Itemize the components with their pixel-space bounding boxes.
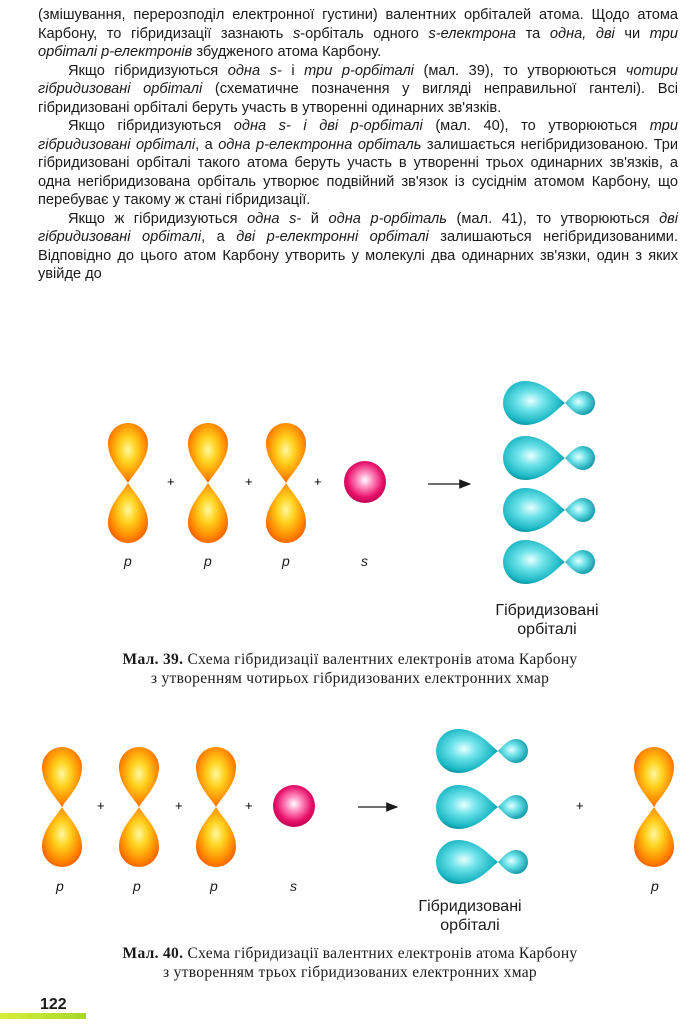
caption-line2: з утворенням чотирьох гібридизованих електронних хмар xyxy=(150,670,550,687)
text-run: (схематичне позначення у вигляді неправильної гантелі). Всі гібридизовані орбіталі беруть участь в утворенні одинарних зв'язків. xyxy=(38,81,678,116)
plus-sign: + xyxy=(175,798,183,813)
hybrid-orbital-1 xyxy=(436,729,528,773)
orbital-label: р xyxy=(204,553,212,569)
hybrid-orbital-3 xyxy=(436,840,528,884)
hybrid-label-line1: Гібридизовані xyxy=(418,898,522,915)
p-orbital-unhybridized xyxy=(634,747,674,867)
hybrid-orbital-4 xyxy=(503,540,595,584)
p-orbital-1 xyxy=(42,747,82,867)
text-run: залишаються негібридизованими. Відповідно до цього атом Карбону утворить у молекулі два одинарних зв'язки, один з яких увійде до xyxy=(38,229,678,282)
italic-term: три гібридизовані орбіталі xyxy=(38,118,679,153)
orbital-label: р xyxy=(282,553,290,569)
italic-term: одна s- xyxy=(227,62,282,79)
caption-number: Мал. 39. xyxy=(122,651,184,668)
hybrid-label-line2: орбіталі xyxy=(440,917,500,934)
orbital-label: р xyxy=(210,878,218,894)
caption-number: Мал. 40. xyxy=(122,945,184,962)
text-run: Якщо гібридизуються xyxy=(68,62,228,79)
text-run: Якщо гібридизуються xyxy=(68,118,234,134)
text-run: й xyxy=(301,210,329,227)
plus-sign: + xyxy=(245,474,253,489)
italic-term: одна р-електронна орбіталь xyxy=(218,136,422,153)
text-run: чи xyxy=(614,25,650,42)
text-run: і xyxy=(281,62,305,79)
italic-term: дві р-електронні орбіталі xyxy=(236,229,429,245)
plus-sign: + xyxy=(97,798,105,813)
caption-line2: з утворенням трьох гібридизованих електронних хмар xyxy=(163,964,537,981)
text-run: збудженого атома Карбону. xyxy=(192,44,382,60)
hybrid-orbital-1 xyxy=(503,381,595,425)
plus-sign: + xyxy=(314,474,322,489)
figure-caption xyxy=(0,650,700,688)
orbital-label: р xyxy=(651,878,659,894)
italic-term: три р-орбіталі xyxy=(304,62,414,79)
italic-term: одна р-орбіталь xyxy=(328,210,447,227)
orbital-label: s xyxy=(290,878,297,894)
italic-term: чотири гібридизовані орбіталі xyxy=(38,62,679,97)
text-run: (змішування, перерозподіл електронної густини) валентних орбіталей атома. Щодо атома Карбону, то гібридизації зазнають xyxy=(38,7,678,42)
p-orbital-3 xyxy=(266,423,306,543)
italic-term: одна s- xyxy=(247,210,302,227)
orbital-label: р xyxy=(124,553,132,569)
hybrid-label-line1: Гібридизовані xyxy=(495,602,599,619)
text-run: Якщо ж гібридизуються xyxy=(68,210,248,227)
text-run: , а xyxy=(195,136,219,153)
italic-term: одна, дві xyxy=(549,25,615,42)
italic-term: дві гібридизовані орбіталі xyxy=(38,210,678,245)
text-run: -орбіталь одного xyxy=(300,25,429,42)
page-number: 122 xyxy=(40,996,67,1013)
text-run: (мал. 39), то утворюються xyxy=(413,62,626,79)
p-orbital-2 xyxy=(188,423,228,543)
plus-sign: + xyxy=(576,798,584,813)
text-run: та xyxy=(516,25,550,42)
italic-term: s-електрона xyxy=(428,25,517,42)
p-orbital-3 xyxy=(196,747,236,867)
hybrid-label xyxy=(467,601,627,639)
text-run: залишається негібридизованою. Три гібридизовані орбіталі такого атома беруть участь в утворенні трьох одинарних зв'язків, а одна негібридизована орбіталь утворює подвійний зв'язок із сусіднім атомом Карбону, що перебуває у такому ж стані гібридизації. xyxy=(38,136,678,208)
italic-term: s xyxy=(292,25,301,42)
p-orbital-2 xyxy=(119,747,159,867)
orbital-label: р xyxy=(133,878,141,894)
hybrid-orbital-2 xyxy=(436,785,528,829)
hybrid-label xyxy=(390,897,550,935)
text-run: (мал. 40), то утворюються xyxy=(422,118,650,134)
hybrid-orbital-2 xyxy=(503,436,595,480)
text-run: , а xyxy=(201,229,237,245)
caption-line1: Схема гібридизації валентних електронів атома Карбону xyxy=(183,945,578,962)
orbital-label: s xyxy=(361,553,368,569)
s-orbital xyxy=(344,461,386,503)
orbital-label: р xyxy=(56,878,64,894)
caption-line1: Схема гібридизації валентних електронів атома Карбону xyxy=(183,651,578,668)
plus-sign: + xyxy=(245,798,253,813)
italic-term: три орбіталі р-електронів xyxy=(38,25,678,60)
plus-sign: + xyxy=(167,474,175,489)
s-orbital xyxy=(273,785,315,827)
text-run: (мал. 41), то утворюються xyxy=(446,210,660,227)
p-orbital-1 xyxy=(108,423,148,543)
hybrid-label-line2: орбіталі xyxy=(517,621,577,638)
hybrid-orbital-3 xyxy=(503,488,595,532)
figure-caption xyxy=(0,944,700,982)
italic-term: одна s- і дві р-орбіталі xyxy=(233,118,423,134)
